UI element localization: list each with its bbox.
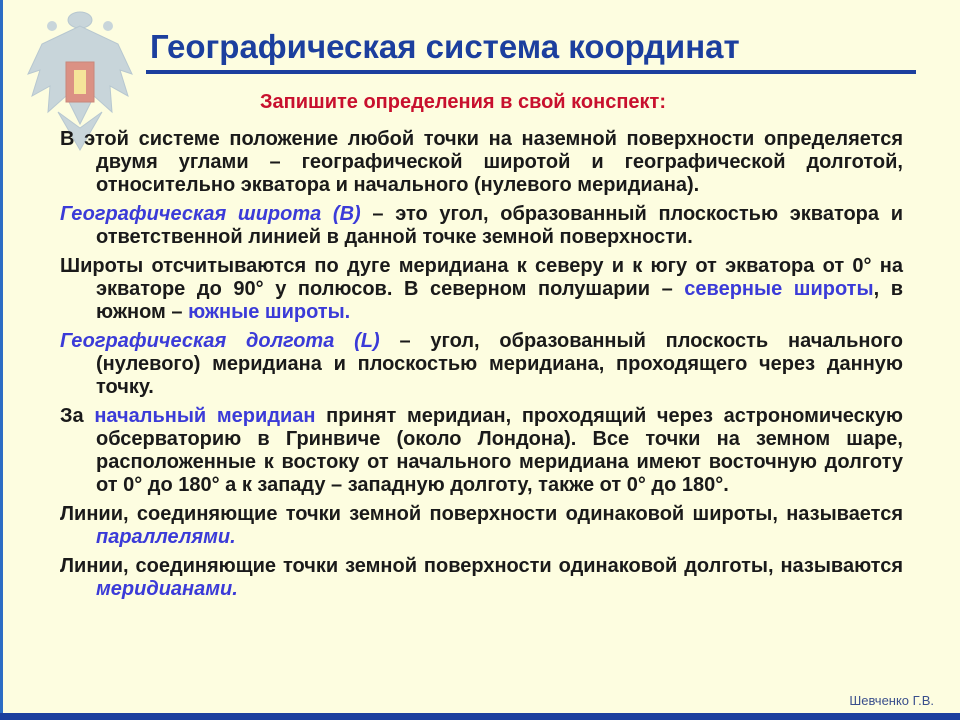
meridians-text: Линии, соединяющие точки земной поверхности одинаковой долготы, называются [60, 555, 903, 577]
latitude-counting-text-2: , в южном – [96, 278, 903, 323]
bottom-stripe [0, 713, 960, 720]
term-parallels: параллелями. [96, 526, 236, 548]
latitude-definition-text: – это угол, образованный плоскостью экватора и ответственной линией в данной точке земной поверхности. [96, 203, 904, 248]
prime-meridian-text: За [60, 405, 95, 427]
prime-meridian-text-2: принят меридиан, проходящий через астрономическую обсерваторию в Гринвиче (около Лондона). Все точки на земном шаре, расположенные к востоку от начального меридиана имеют восточную долготу от 0° до 180° а к западу – западную долготу, также от 0° до 180°. [96, 405, 903, 496]
longitude-definition-text: – угол, образованный плоскость начального (нулевого) меридиана и плоскостью меридиана, проходящего через данную точку. [96, 330, 904, 398]
paragraph-intro-text: В этой системе положение любой точки на наземной поверхности определяется двумя углами – географической широтой и географической долготой, относительно экватора и начального (нулевого меридиана). [60, 128, 903, 196]
paragraph-latitude-definition [60, 203, 903, 249]
prime-meridian-highlight: начальный меридиан [94, 405, 316, 427]
parallels-text: Линии, соединяющие точки земной поверхности одинаковой широты, называется [60, 503, 903, 525]
paragraph-intro [60, 128, 903, 197]
southern-latitudes-highlight: южные широты. [188, 301, 351, 323]
author-credit: Шевченко Г.В. [849, 693, 934, 708]
slide-title: Географическая система координат [150, 28, 740, 65]
paragraph-parallels [60, 503, 903, 549]
paragraph-prime-meridian [60, 405, 903, 497]
slide-subtitle: Запишите определения в свой конспект: [260, 91, 666, 113]
latitude-counting-text: Широты отсчитываются по дуге меридиана к северу и к югу от экватора от 0° на экваторе до 90° у полюсов. В северном полушарии – [60, 255, 903, 300]
term-latitude: Географическая широта (B) [60, 203, 361, 225]
northern-latitudes-highlight: северные широты [684, 278, 874, 300]
paragraph-latitude-counting [60, 255, 903, 324]
title-underline [146, 70, 916, 74]
term-longitude: Географическая долгота (L) [60, 330, 380, 352]
left-edge-stripe [0, 0, 3, 720]
paragraph-meridians [60, 555, 903, 601]
content-body [60, 128, 903, 607]
term-meridians: меридианами. [96, 578, 238, 600]
paragraph-longitude-definition [60, 330, 903, 399]
